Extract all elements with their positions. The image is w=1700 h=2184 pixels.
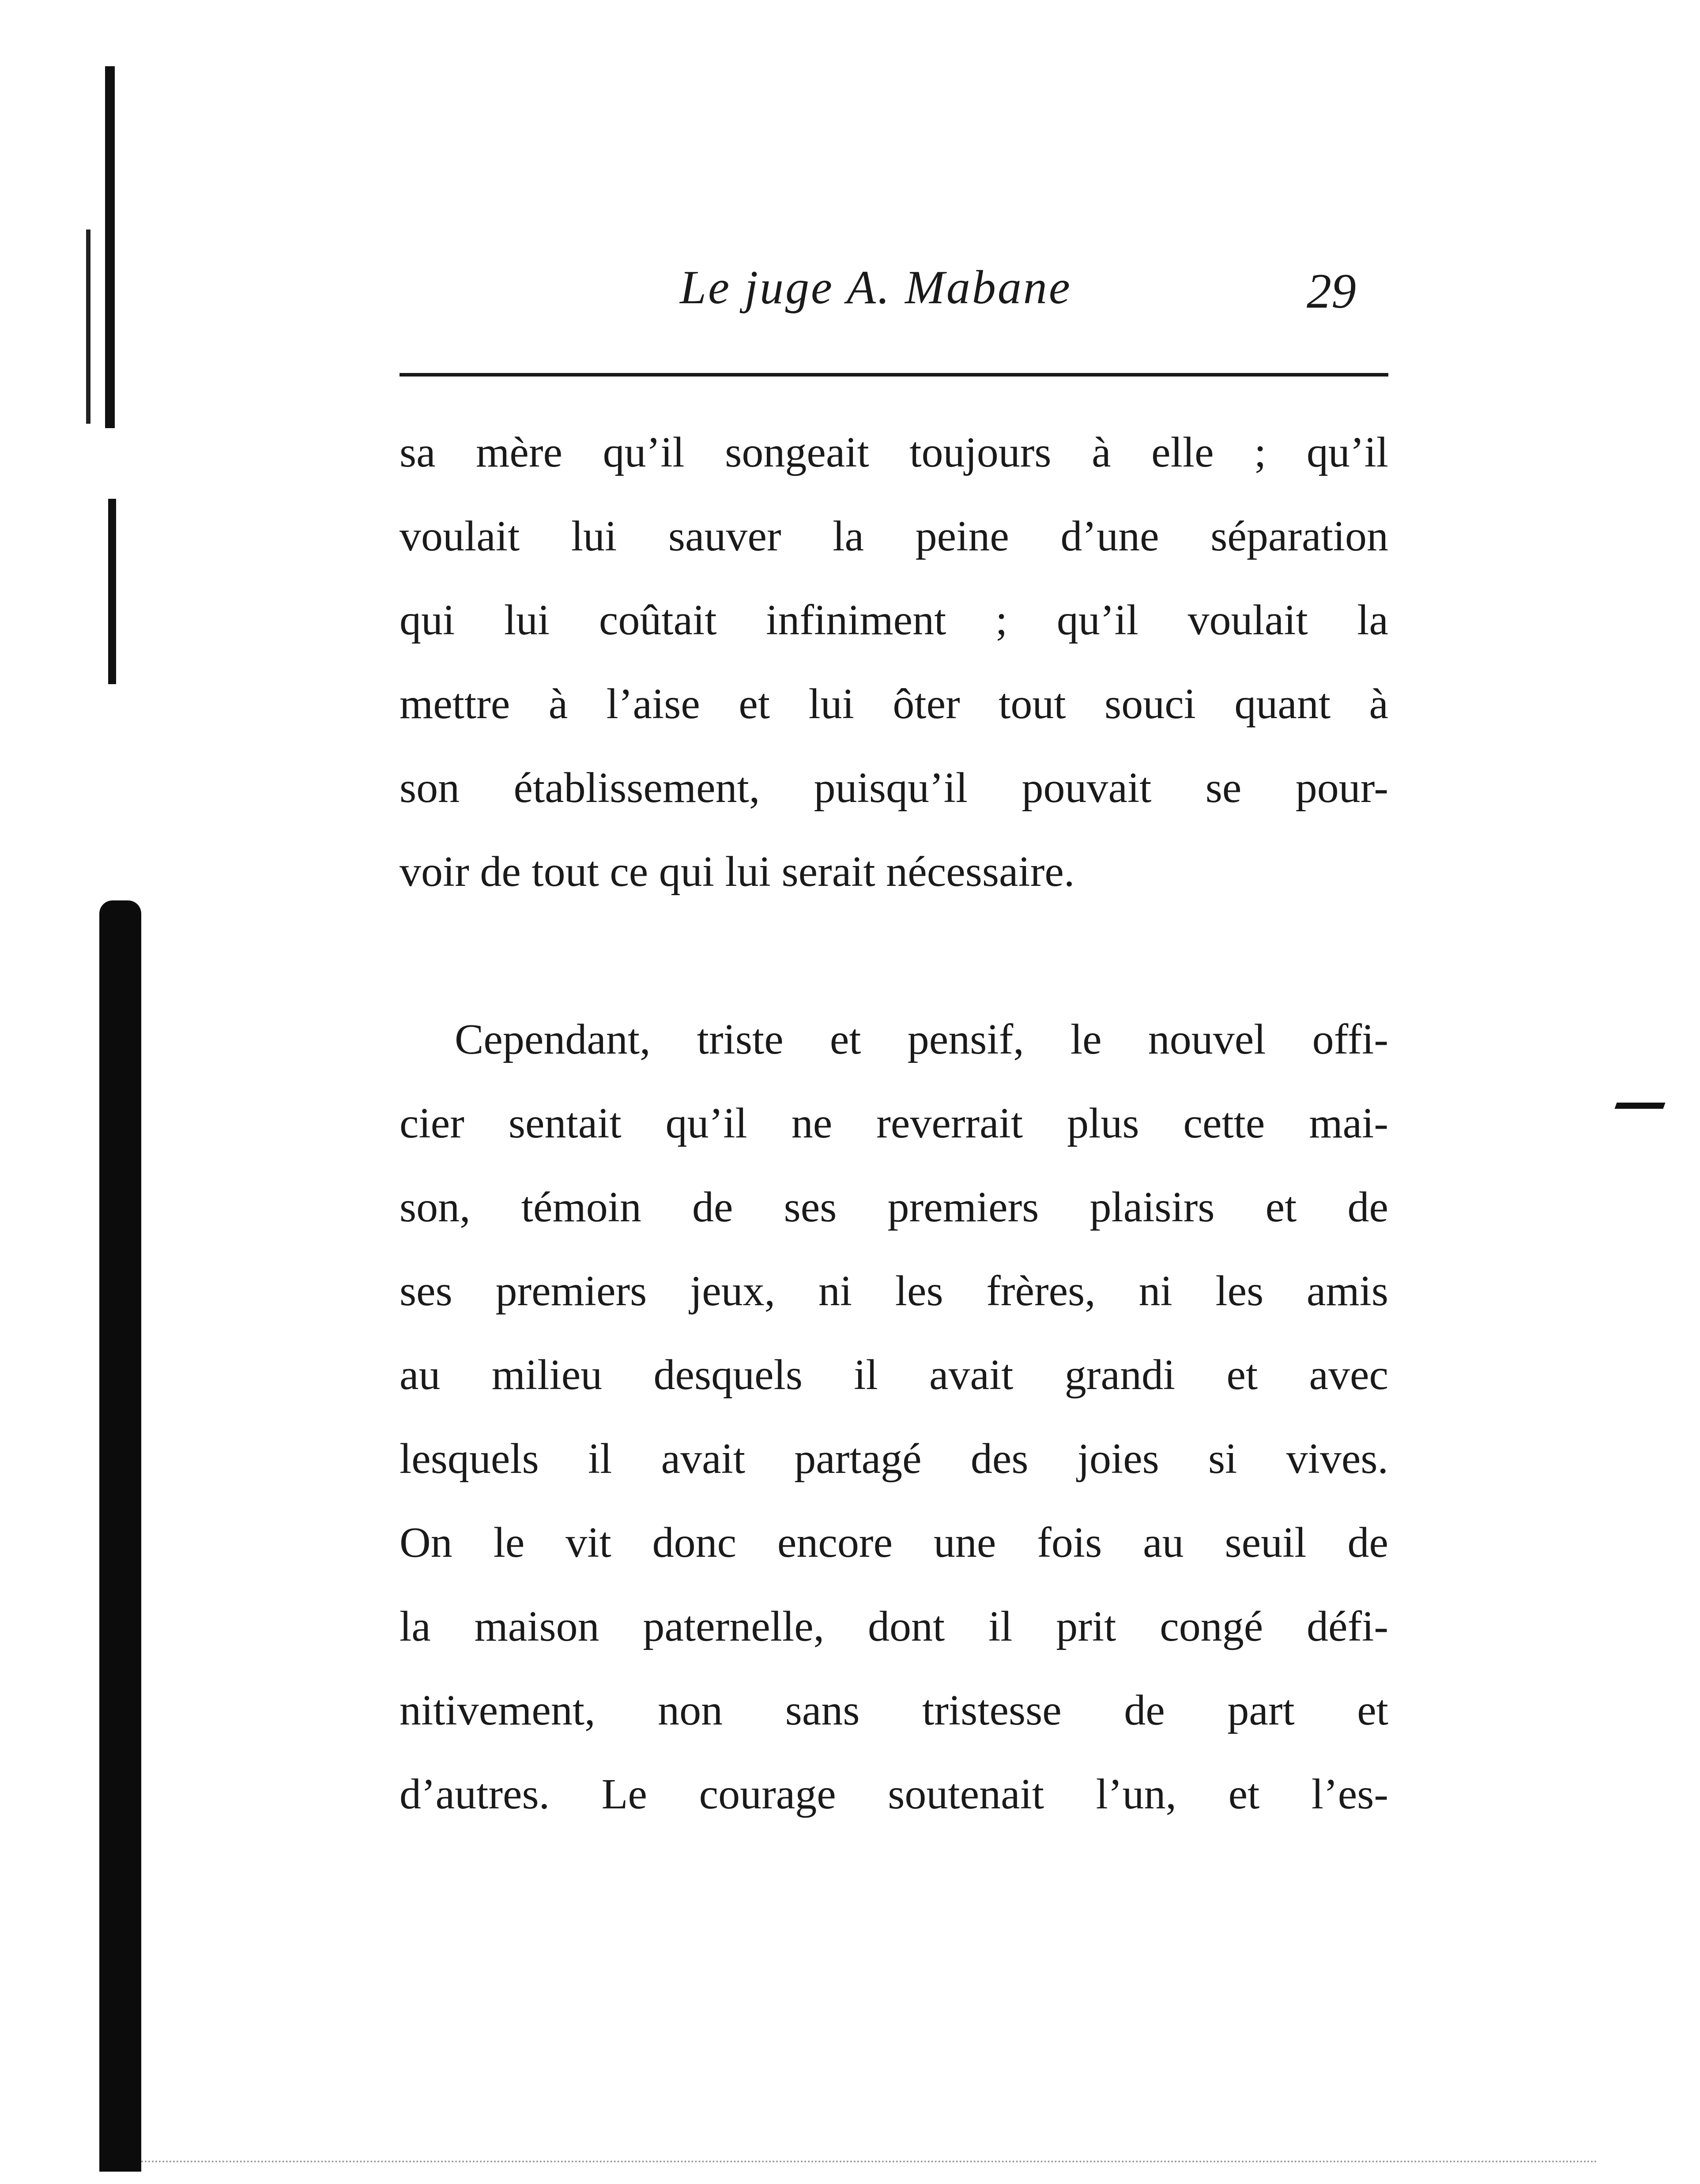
text-line: son, témoin de ses premiers plaisirs et de <box>400 1183 1388 1231</box>
body-text <box>400 410 1388 1836</box>
text-line: d’autres. Le courage soutenait l’un, et l’es- <box>400 1770 1388 1818</box>
text-line: Cependant, triste et pensif, le nouvel offi- <box>455 1016 1388 1063</box>
text-line: au milieu desquels il avait grandi et avec <box>400 1351 1388 1399</box>
binding-shadow <box>99 900 141 2172</box>
text-line: la maison paternelle, dont il prit congé défi- <box>400 1603 1388 1650</box>
text-line: cier sentait qu’il ne reverrait plus cette mai- <box>400 1100 1388 1147</box>
text-line: On le vit donc encore une fois au seuil de <box>400 1519 1388 1566</box>
text-line: qui lui coûtait infiniment ; qu’il voulait la <box>400 596 1388 644</box>
scan-noise <box>141 2161 1598 2164</box>
text-line: son établissement, puisqu’il pouvait se pour- <box>400 764 1388 812</box>
margin-mark <box>1614 1103 1665 1109</box>
text-line: voir de tout ce qui lui serait nécessaire. <box>400 848 1075 896</box>
paragraph <box>400 998 1388 1836</box>
text-line: mettre à l’aise et lui ôter tout souci quant à <box>400 680 1388 728</box>
binding-shadow <box>108 499 116 684</box>
text-line: voulait lui sauver la peine d’une séparation <box>400 512 1388 560</box>
running-header <box>0 247 1700 318</box>
page-number: 29 <box>1307 264 1356 319</box>
paragraph <box>400 410 1388 914</box>
text-line: ses premiers jeux, ni les frères, ni les amis <box>400 1267 1388 1315</box>
running-title: Le juge A. Mabane <box>680 261 1072 314</box>
header-rule <box>400 373 1388 377</box>
text-line: sa mère qu’il songeait toujours à elle ; qu’il <box>400 429 1388 476</box>
text-line: nitivement, non sans tristesse de part et <box>400 1687 1388 1734</box>
text-line: lesquels il avait partagé des joies si vives. <box>400 1435 1388 1483</box>
paragraph-gap <box>400 914 1388 998</box>
